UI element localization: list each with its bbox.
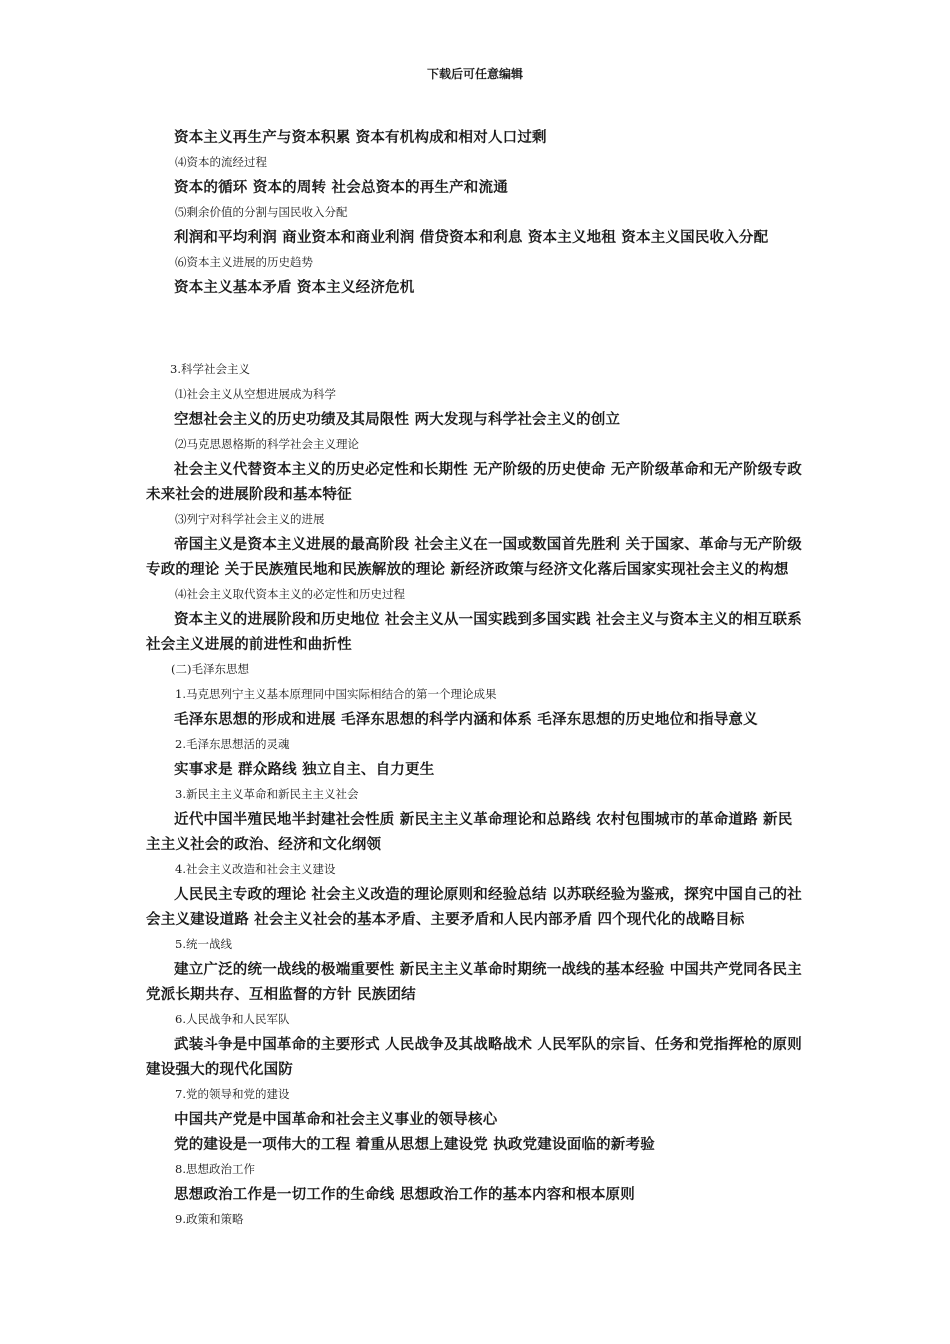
section-heading: 3.科学社会主义: [170, 362, 250, 376]
subsection-heading: 1.马克思列宁主义基本原理同中国实际相结合的第一个理论成果: [175, 687, 497, 701]
body-paragraph: 武装斗争是中国革命的主要形式 人民战争及其战略战术 人民军队的宗旨、任务和党指挥枪的原则 建设强大的现代化国防: [146, 1036, 802, 1078]
subsection-heading: ⑶列宁对科学社会主义的进展: [175, 512, 325, 526]
subsection-heading: 3.新民主主义革命和新民主主义社会: [175, 787, 359, 801]
subsection-heading: 4.社会主义改造和社会主义建设: [175, 862, 336, 876]
body-paragraph: 毛泽东思想的形成和进展 毛泽东思想的科学内涵和体系 毛泽东思想的历史地位和指导意义: [174, 711, 758, 728]
subsection-heading: ⑴社会主义从空想进展成为科学: [175, 387, 336, 401]
body-paragraph: 空想社会主义的历史功绩及其局限性 两大发现与科学社会主义的创立: [174, 411, 621, 428]
body-paragraph: 党的建设是一项伟大的工程 着重从思想上建设党 执政党建设面临的新考验: [174, 1136, 655, 1153]
body-paragraph: 思想政治工作是一切工作的生命线 思想政治工作的基本内容和根本原则: [174, 1186, 635, 1203]
subsection-heading: 9.政策和策略: [175, 1212, 244, 1226]
subsection-heading: ⑹资本主义进展的历史趋势: [175, 255, 313, 269]
body-paragraph: 资本主义再生产与资本积累 资本有机构成和相对人口过剩: [174, 129, 547, 146]
body-paragraph: 资本主义基本矛盾 资本主义经济危机: [174, 279, 415, 296]
subsection-heading: ⑷资本的流经过程: [175, 155, 267, 169]
body-paragraph: 社会主义代替资本主义的历史必定性和长期性 无产阶级的历史使命 无产阶级革命和无产阶级专政 未来社会的进展阶段和基本特征: [146, 461, 802, 503]
body-paragraph: 帝国主义是资本主义进展的最高阶段 社会主义在一国或数国首先胜利 关于国家、革命与无产阶级专政的理论 关于民族殖民地和民族解放的理论 新经济政策与经济文化落后国家实现社会主义的构想: [146, 536, 802, 578]
subsection-heading: ⑷社会主义取代资本主义的必定性和历史过程: [175, 587, 405, 601]
part-heading: (二)毛泽东思想: [171, 662, 249, 676]
subsection-heading: ⑸剩余价值的分割与国民收入分配: [175, 205, 348, 219]
body-paragraph: 建立广泛的统一战线的极端重要性 新民主主义革命时期统一战线的基本经验 中国共产党同各民主党派长期共存、互相监督的方针 民族团结: [146, 961, 802, 1003]
subsection-heading: 5.统一战线: [175, 937, 232, 951]
subsection-heading: ⑵马克思恩格斯的科学社会主义理论: [175, 437, 359, 451]
subsection-heading: 6.人民战争和人民军队: [175, 1012, 290, 1026]
page-header: 下载后可任意编辑: [426, 67, 523, 81]
subsection-heading: 8.思想政治工作: [175, 1162, 255, 1176]
blank-line: [146, 316, 806, 341]
body-paragraph: 资本的循环 资本的周转 社会总资本的再生产和流通: [174, 179, 508, 196]
body-paragraph: 人民民主专政的理论 社会主义改造的理论原则和经验总结 以苏联经验为鉴戒，探究中国自己的社会主义建设道路 社会主义社会的基本矛盾、主要矛盾和人民内部矛盾 四个现代化的战略目标: [146, 886, 802, 928]
document-body: [146, 125, 806, 1232]
body-paragraph: 利润和平均利润 商业资本和商业利润 借贷资本和利息 资本主义地租 资本主义国民收入分配: [174, 229, 769, 246]
body-paragraph: 资本主义的进展阶段和历史地位 社会主义从一国实践到多国实践 社会主义与资本主义的相互联系 社会主义进展的前进性和曲折性: [146, 611, 802, 653]
subsection-heading: 7.党的领导和党的建设: [175, 1087, 290, 1101]
body-paragraph: 中国共产党是中国革命和社会主义事业的领导核心: [174, 1111, 498, 1128]
body-paragraph: 近代中国半殖民地半封建社会性质 新民主主义革命理论和总路线 农村包围城市的革命道路 新民主主义社会的政治、经济和文化纲领: [146, 811, 793, 853]
body-paragraph: 实事求是 群众路线 独立自主、自力更生: [174, 761, 435, 778]
subsection-heading: 2.毛泽东思想活的灵魂: [175, 737, 290, 751]
